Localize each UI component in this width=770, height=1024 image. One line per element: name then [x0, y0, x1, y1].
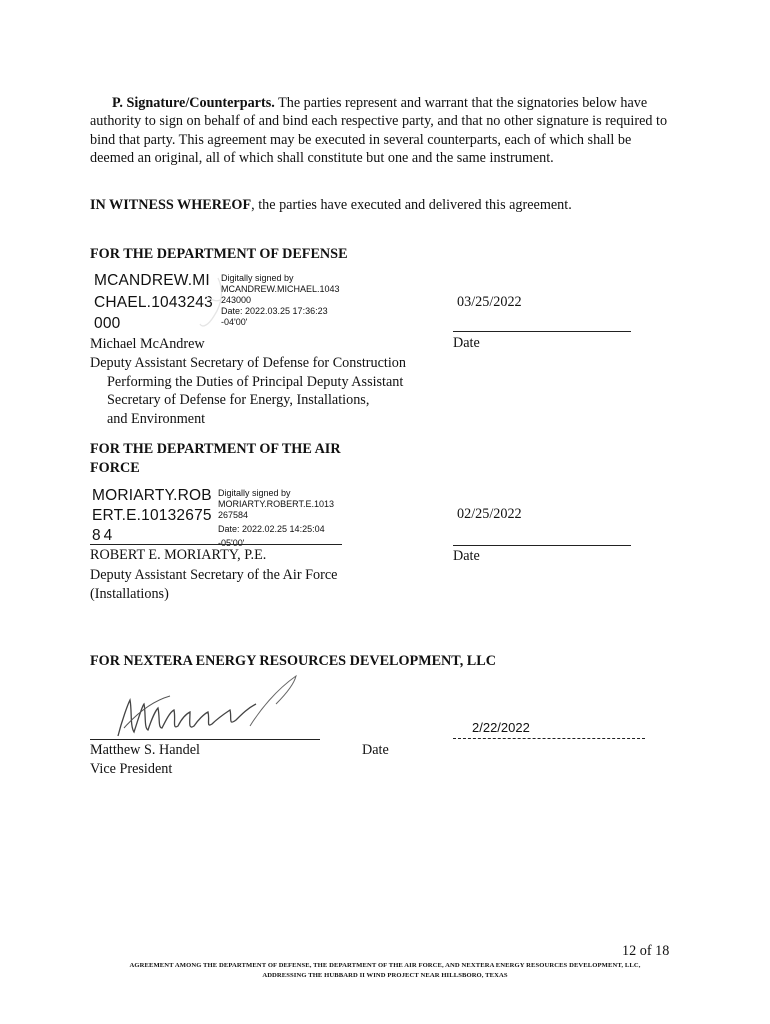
- af-signer-name: ROBERT E. MORIARTY, P.E.: [90, 547, 267, 563]
- title-line: and Environment: [107, 411, 206, 428]
- sig-name-line: ERT.E.10132675: [92, 507, 212, 524]
- af-date-label: Date: [453, 548, 480, 564]
- sig-detail-line: Date: 2022.02.25 14:25:04: [218, 524, 325, 534]
- title-line: Performing the Duties of Principal Deputy Assistant: [107, 373, 404, 390]
- sig-detail-line: -04'00': [221, 317, 248, 327]
- sig-detail-line: MORIARTY.ROBERT.E.1013: [218, 499, 335, 509]
- nextera-signer-title: Vice President: [90, 761, 173, 777]
- witness-bold: IN WITNESS WHEREOF: [90, 197, 252, 213]
- dod-heading: FOR THE DEPARTMENT OF DEFENSE: [90, 246, 348, 262]
- sig-detail-line: MCANDREW.MICHAEL.1043: [221, 284, 340, 294]
- dod-digital-signature-details: [221, 273, 340, 328]
- nextera-signature-line: [90, 739, 320, 740]
- section-heading: P. Signature/Counterparts.: [112, 95, 275, 111]
- af-signer-title: [90, 566, 337, 603]
- footer-line: ADDRESSING THE HUBBARD II WIND PROJECT NEAR HILLSBORO, TEXAS: [262, 972, 508, 979]
- nextera-signer-name: Matthew S. Handel: [90, 742, 200, 758]
- af-signature-line: [90, 544, 342, 545]
- sig-detail-line: Digitally signed by: [218, 488, 291, 498]
- nextera-date-line: [453, 738, 645, 739]
- witness-statement: [90, 197, 572, 214]
- title-line: Deputy Assistant Secretary of Defense for Construction: [90, 355, 406, 371]
- footer-line: AGREEMENT AMONG THE DEPARTMENT OF DEFENSE, THE DEPARTMENT OF THE AIR FORCE, AND NEXTERA ENERGY RESOURCES DEVELOPMENT, LLC,: [129, 962, 641, 969]
- sig-detail-line: 243000: [221, 295, 252, 305]
- title-line: Secretary of Defense for Energy, Installations,: [107, 392, 370, 409]
- sig-detail-line: Digitally signed by: [221, 273, 294, 283]
- af-heading: [90, 440, 341, 478]
- heading-line: FORCE: [90, 460, 140, 476]
- sig-detail-line: -05'00': [218, 538, 245, 548]
- nextera-heading: FOR NEXTERA ENERGY RESOURCES DEVELOPMENT, LLC: [90, 653, 496, 669]
- sig-name-line: 000: [94, 315, 121, 332]
- sig-detail-line: Date: 2022.03.25 17:36:23: [221, 306, 328, 316]
- title-line: Deputy Assistant Secretary of the Air Force: [90, 567, 338, 583]
- signature-counterparts-paragraph: [90, 94, 676, 167]
- page-number: 12 of 18: [622, 943, 670, 959]
- sig-detail-line: 267584: [218, 510, 249, 520]
- section-body: The parties represent and warrant that the signatories below have authority to sign on behalf of and bind each respective party, and that no other signature is required to bind that party. This agreement may be executed in several counterparts, each of which shall be deemed an original, all of which shall constitute but one and the same instrument.: [90, 95, 668, 166]
- sig-name-line: 84: [92, 527, 116, 544]
- dod-signer-title: [90, 354, 406, 429]
- dod-date-line: [453, 331, 631, 332]
- sig-name-line: MCANDREW.MI: [94, 272, 210, 289]
- af-digital-signature-details: [218, 488, 334, 549]
- witness-rest: , the parties have executed and delivered this agreement.: [251, 197, 572, 213]
- document-footer: [40, 961, 730, 981]
- dod-signer-name: Michael McAndrew: [90, 336, 205, 352]
- sig-name-line: CHAEL.1043243: [94, 293, 213, 311]
- dod-date-label: Date: [453, 335, 480, 351]
- af-digital-signature-name[interactable]: [92, 486, 212, 546]
- title-line: (Installations): [90, 585, 169, 602]
- handwritten-signature: [100, 670, 310, 742]
- nextera-date-value: 2/22/2022: [472, 720, 530, 735]
- nextera-date-label: Date: [362, 742, 389, 758]
- af-date-value: 02/25/2022: [457, 506, 522, 522]
- sig-name-line: MORIARTY.ROB: [92, 487, 212, 504]
- heading-line: FOR THE DEPARTMENT OF THE AIR: [90, 441, 341, 457]
- dod-date-value: 03/25/2022: [457, 294, 522, 310]
- af-date-line: [453, 545, 631, 546]
